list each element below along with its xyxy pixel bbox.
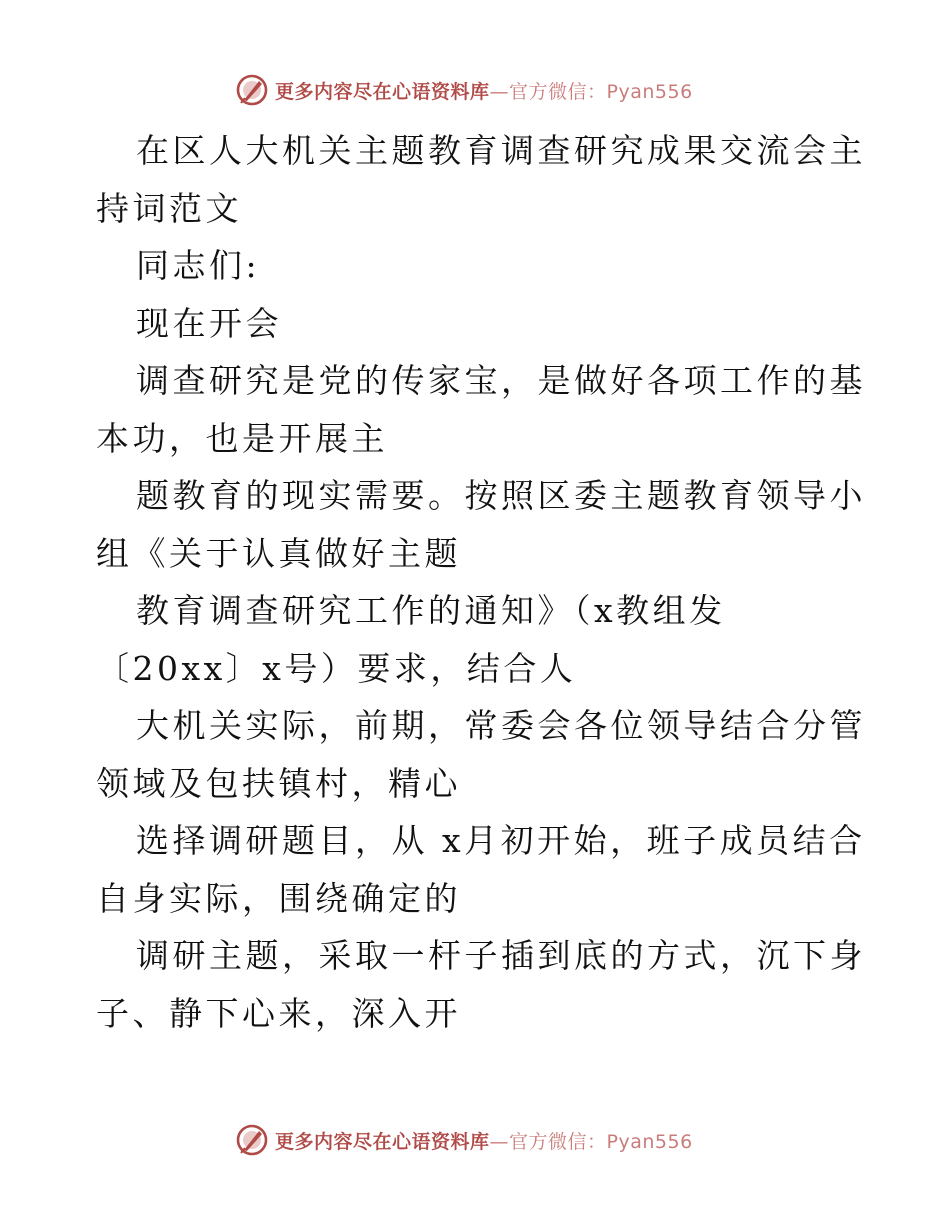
watermark-brand: 更多内容尽在心语资料库 bbox=[275, 1130, 490, 1153]
paragraph: 调研主题，采取一杆子插到底的方式，沉下身子、静下心来，深入开 bbox=[96, 936, 866, 1033]
paragraph: 大机关实际，前期，常委会各位领导结合分管领域及包扶镇村，精心 bbox=[96, 706, 866, 803]
salutation: 同志们: bbox=[136, 246, 261, 285]
paragraph: 现在开会 bbox=[136, 303, 282, 343]
document-title: 在区人大机关主题教育调查研究成果交流会主持词范文 bbox=[96, 131, 866, 228]
header-watermark bbox=[235, 72, 693, 108]
watermark-contact: —官方微信：Pyan556 bbox=[489, 80, 693, 103]
paragraph: 题教育的现实需要。按照区委主题教育领导小组《关于认真做好主题 bbox=[96, 476, 866, 573]
paragraph: 选择调研题目，从 x月初开始，班子成员结合自身实际，围绕确定的 bbox=[96, 821, 866, 918]
paragraph: 调查研究是党的传家宝，是做好各项工作的基本功，也是开展主 bbox=[96, 361, 866, 458]
footer-watermark bbox=[235, 1122, 693, 1158]
quill-logo-icon bbox=[235, 1123, 269, 1157]
quill-logo-icon bbox=[235, 73, 269, 107]
paragraph: 教育调查研究工作的通知》（x教组发〔20xx〕x号）要求，结合人 bbox=[96, 591, 726, 688]
document-body bbox=[96, 122, 866, 1042]
watermark-brand: 更多内容尽在心语资料库 bbox=[275, 80, 490, 103]
watermark-contact: —官方微信：Pyan556 bbox=[489, 1130, 693, 1153]
